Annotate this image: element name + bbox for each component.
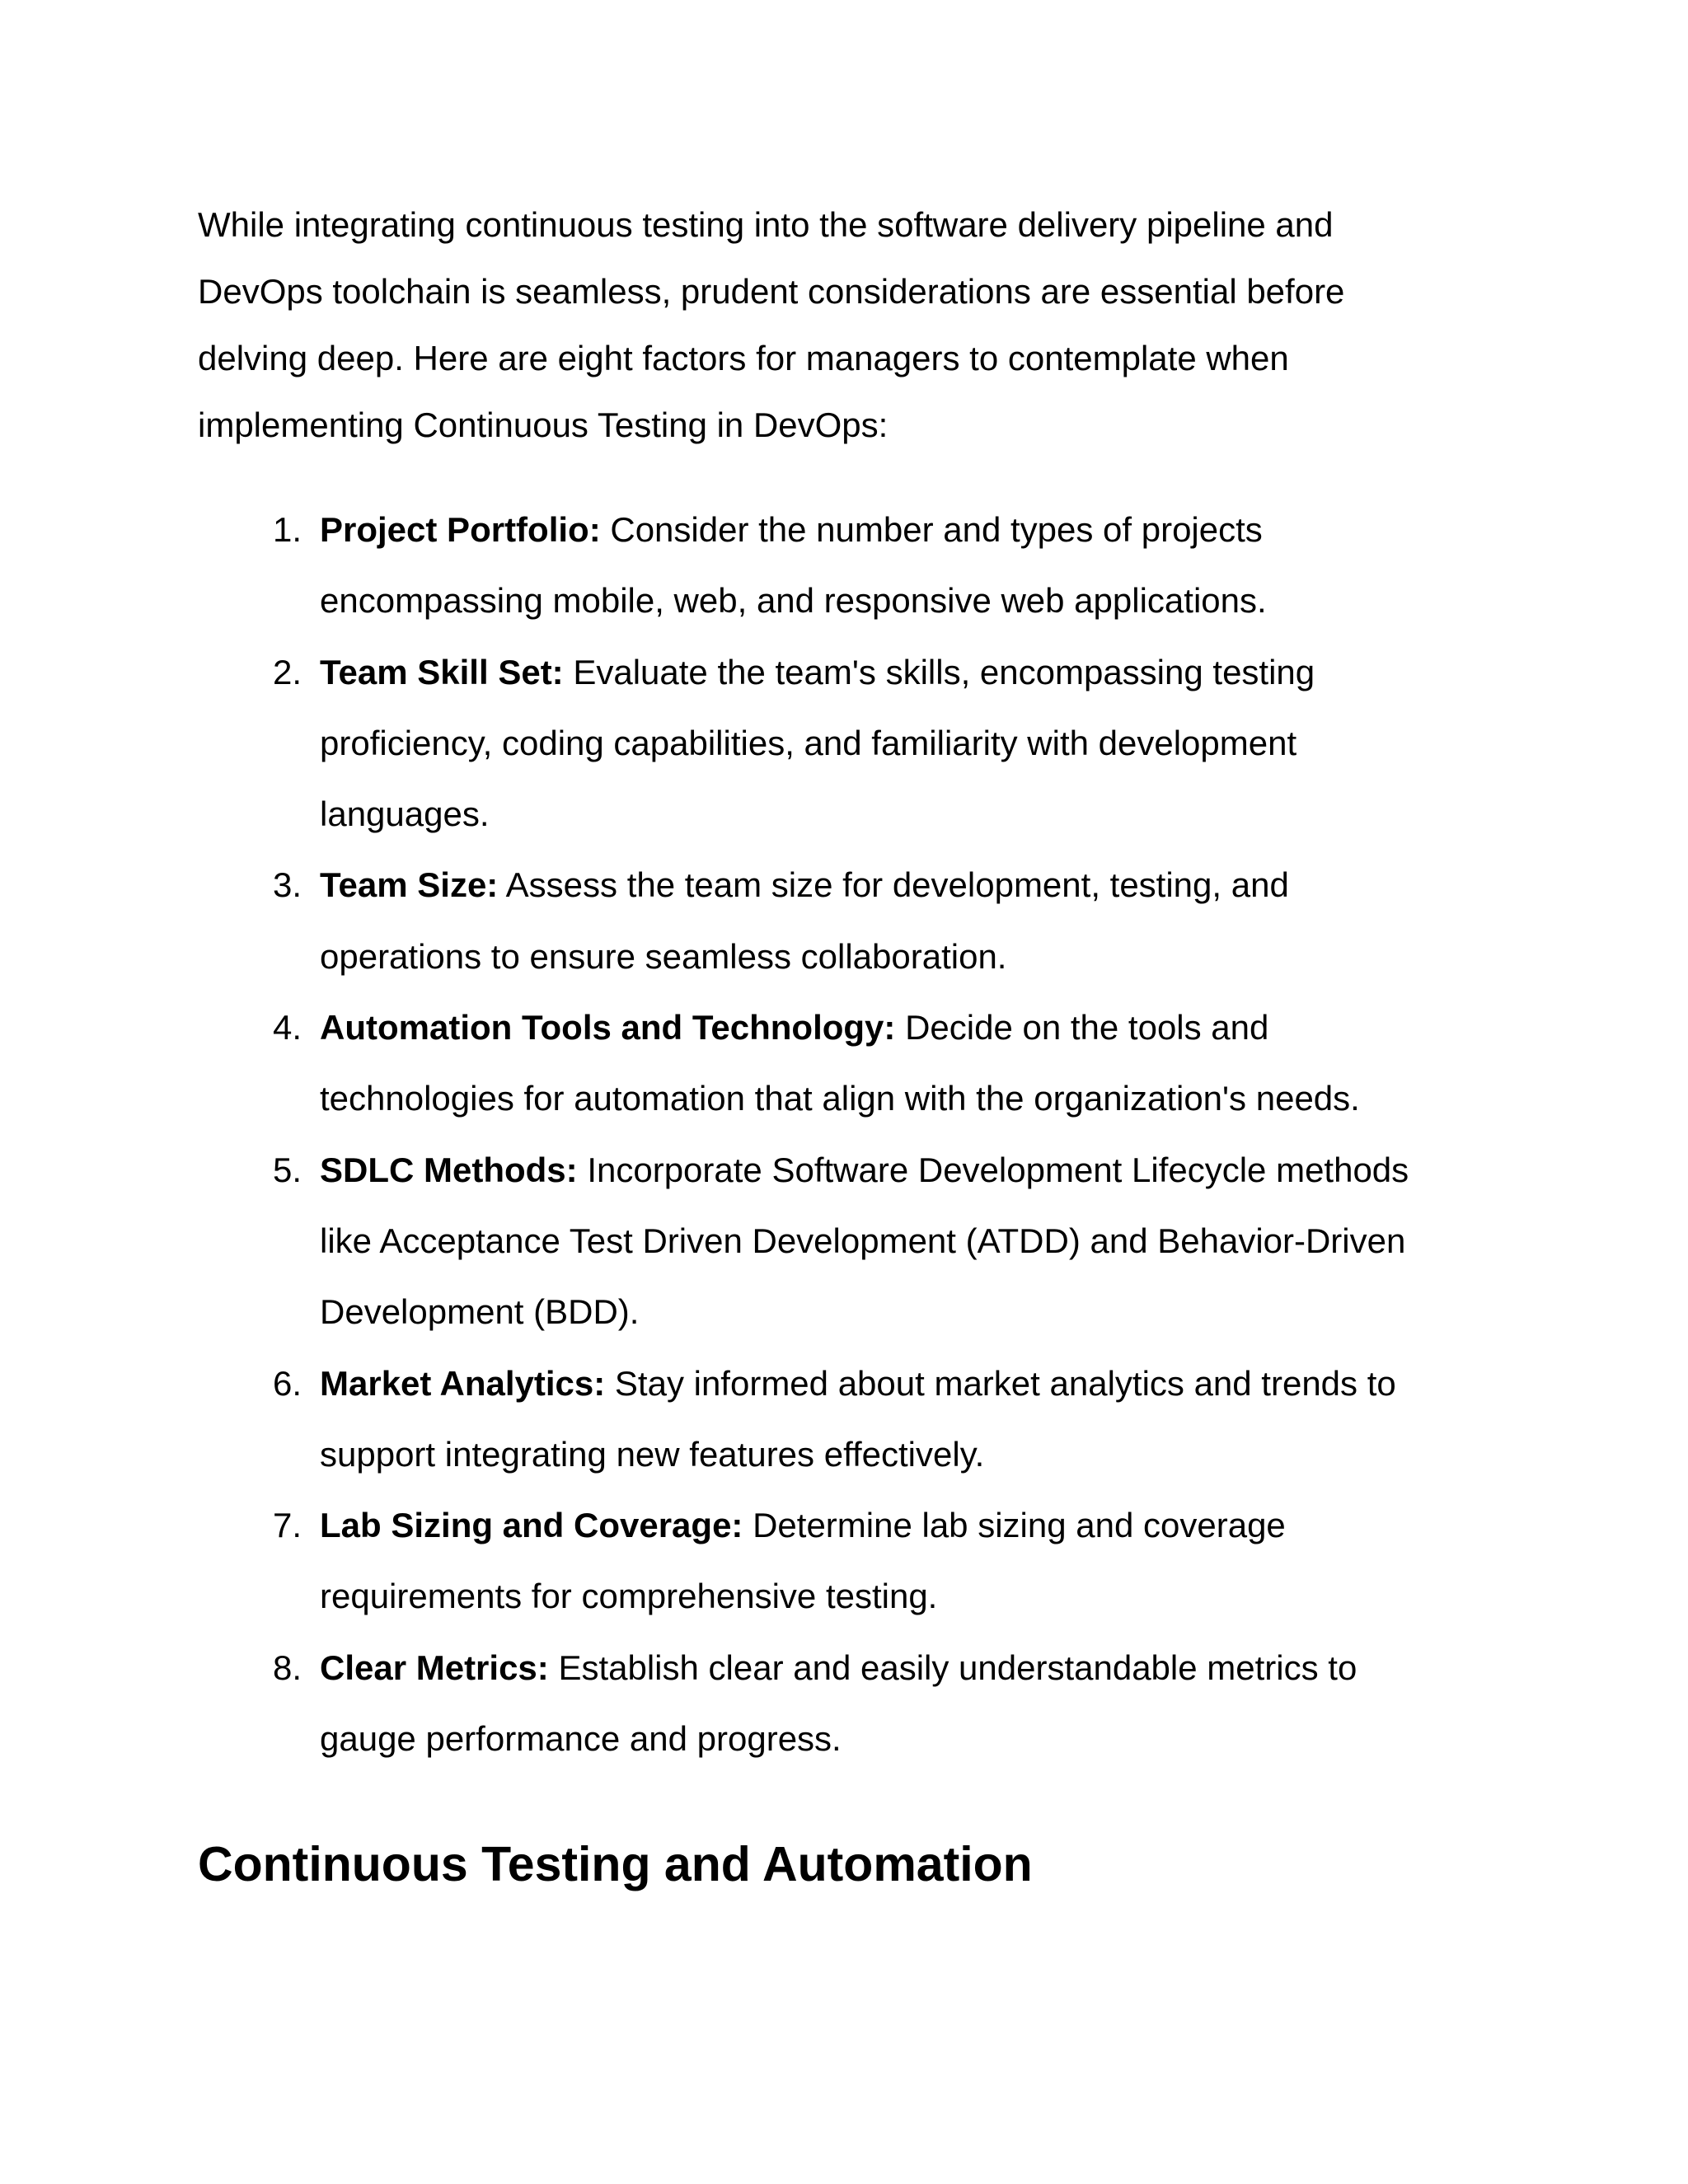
factor-text: Evaluate the team's skills, encompassing testing	[563, 652, 1315, 691]
factor-number: 8.	[272, 1647, 302, 1687]
factor-item-team-size	[198, 850, 1517, 992]
factor-text: Decide on the tools and	[895, 1008, 1269, 1047]
factor-number: 2.	[272, 652, 302, 691]
factor-number: 6.	[272, 1363, 302, 1403]
factor-text-line: gauge performance and progress.	[320, 1719, 842, 1759]
factor-item-automation-tools	[198, 992, 1517, 1135]
factor-title: Team Size:	[320, 865, 499, 905]
factor-number: 1.	[272, 510, 302, 549]
factor-text-line: proficiency, coding capabilities, and familiarity with development	[320, 723, 1297, 762]
factors-list	[198, 494, 1517, 1774]
factor-title: Clear Metrics:	[320, 1647, 549, 1687]
factor-title: Lab Sizing and Coverage:	[320, 1506, 743, 1545]
factor-title: Team Skill Set:	[320, 652, 564, 691]
factor-text-line: Development (BDD).	[320, 1292, 640, 1332]
factor-number: 7.	[272, 1506, 302, 1545]
factor-text-line: requirements for comprehensive testing.	[320, 1577, 938, 1616]
factor-text: Establish clear and easily understandable metrics to	[548, 1647, 1357, 1687]
factor-first-line	[320, 1135, 1517, 1206]
factor-text-line: technologies for automation that align with the organization's needs.	[320, 1079, 1360, 1118]
factor-first-line	[320, 992, 1517, 1063]
factor-text: Incorporate Software Development Lifecycle methods	[577, 1150, 1409, 1189]
intro-line: DevOps toolchain is seamless, prudent considerations are essential before	[198, 272, 1345, 311]
factor-text: Assess the team size for development, testing, and	[498, 865, 1289, 905]
factor-text-line: support integrating new features effectively.	[320, 1434, 985, 1474]
factor-first-line	[320, 494, 1517, 565]
factor-item-team-skill-set	[198, 637, 1517, 851]
factor-number: 5.	[272, 1150, 302, 1189]
factor-number: 4.	[272, 1008, 302, 1047]
factor-title: Automation Tools and Technology:	[320, 1008, 896, 1047]
factor-title: Market Analytics:	[320, 1363, 606, 1403]
factor-first-line	[320, 1633, 1517, 1704]
factor-first-line	[320, 637, 1517, 708]
intro-paragraph	[198, 191, 1484, 458]
factor-first-line	[320, 1490, 1517, 1561]
factor-item-clear-metrics	[198, 1633, 1517, 1775]
factor-text-line: languages.	[320, 794, 490, 834]
factor-first-line	[320, 1348, 1517, 1419]
factor-text-line: like Acceptance Test Driven Development (ATDD) and Behavior-Driven	[320, 1221, 1406, 1260]
factor-item-market-analytics	[198, 1348, 1517, 1491]
factor-first-line	[320, 850, 1517, 921]
factor-title: SDLC Methods:	[320, 1150, 578, 1189]
factor-text: Determine lab sizing and coverage	[743, 1506, 1286, 1545]
factor-item-sdlc-methods	[198, 1135, 1517, 1348]
factor-item-lab-sizing	[198, 1490, 1517, 1633]
factor-item-project-portfolio	[198, 494, 1517, 637]
factor-title: Project Portfolio:	[320, 510, 601, 549]
intro-line: While integrating continuous testing into the software delivery pipeline and	[198, 205, 1334, 244]
factor-text: Consider the number and types of projects	[600, 510, 1263, 549]
factor-number: 3.	[272, 865, 302, 905]
factor-text: Stay informed about market analytics and trends to	[605, 1363, 1396, 1403]
factor-text-line: encompassing mobile, web, and responsive web applications.	[320, 581, 1267, 621]
section-heading: Continuous Testing and Automation	[198, 1837, 1033, 1891]
factor-text-line: operations to ensure seamless collaboration.	[320, 936, 1007, 976]
intro-line: delving deep. Here are eight factors for managers to contemplate when	[198, 339, 1289, 377]
intro-line: implementing Continuous Testing in DevOps:	[198, 405, 889, 444]
